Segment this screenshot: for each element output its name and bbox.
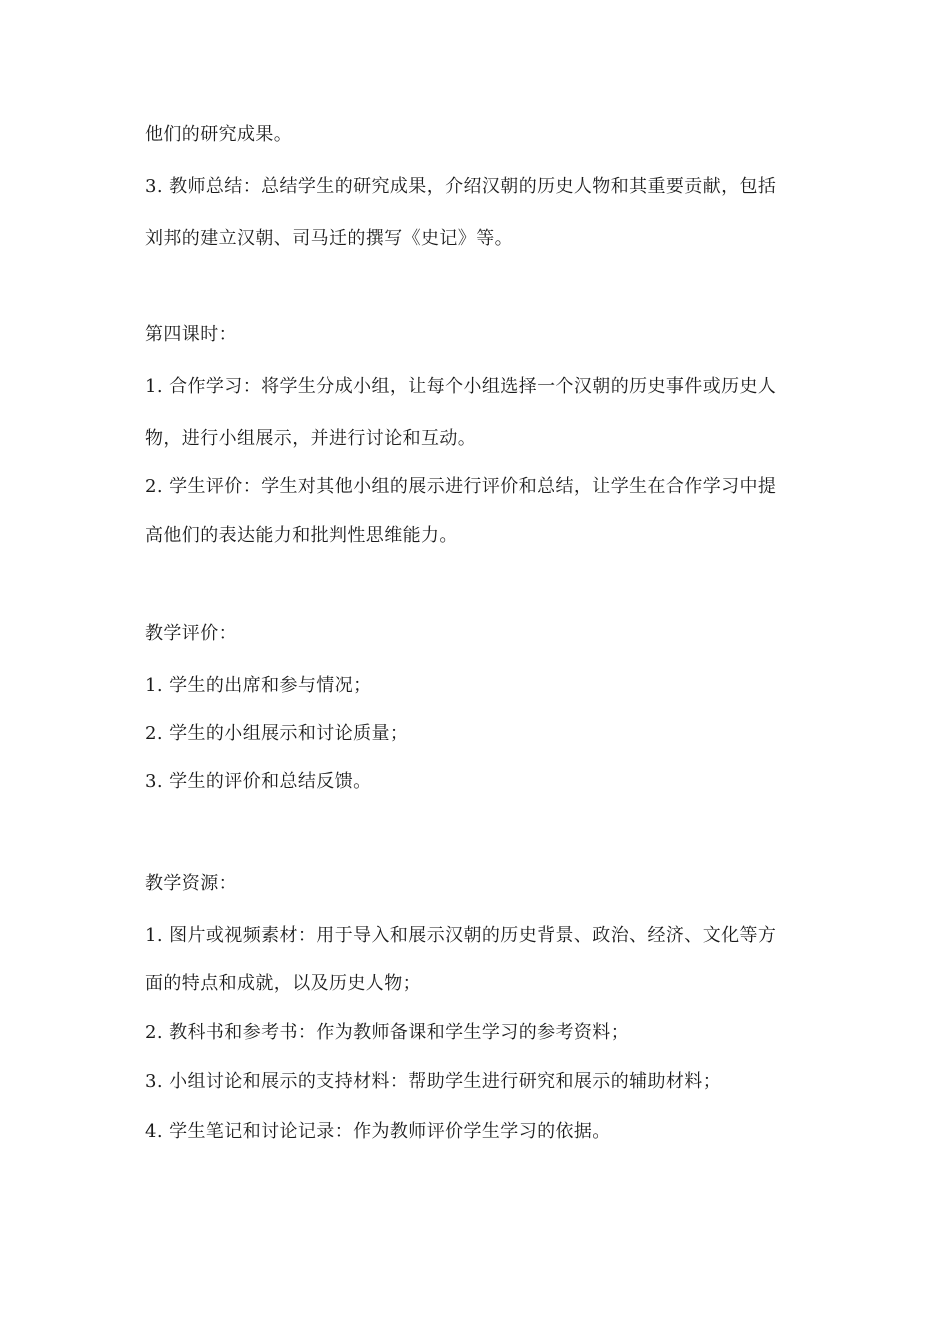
text-line-resource-3: 3. 小组讨论和展示的支持材料：帮助学生进行研究和展示的辅助材料； (145, 1071, 722, 1092)
text-line-eval-3: 3. 学生的评价和总结反馈。 (145, 771, 372, 792)
text-line-item-2: 2. 学生评价：学生对其他小组的展示进行评价和总结，让学生在合作学习中提 (145, 476, 777, 497)
text-line-item-3: 3. 教师总结：总结学生的研究成果，介绍汉朝的历史人物和其重要贡献，包括 (145, 176, 777, 197)
text-line-resource-1-cont: 面的特点和成就，以及历史人物； (145, 973, 421, 994)
text-line-item-2-cont: 高他们的表达能力和批判性思维能力。 (145, 525, 458, 546)
text-line-continuation: 他们的研究成果。 (145, 124, 293, 145)
section-heading-resources: 教学资源： (145, 873, 237, 894)
text-line-item-3-cont: 刘邦的建立汉朝、司马迁的撰写《史记》等。 (145, 228, 513, 249)
text-line-eval-1: 1. 学生的出席和参与情况； (145, 675, 372, 696)
text-line-item-1: 1. 合作学习：将学生分成小组，让每个小组选择一个汉朝的历史事件或历史人 (145, 376, 777, 397)
text-line-resource-4: 4. 学生笔记和讨论记录：作为教师评价学生学习的依据。 (145, 1121, 611, 1142)
text-line-resource-1: 1. 图片或视频素材：用于导入和展示汉朝的历史背景、政治、经济、文化等方 (145, 925, 777, 946)
section-heading-evaluation: 教学评价： (145, 623, 237, 644)
text-line-eval-2: 2. 学生的小组展示和讨论质量； (145, 723, 409, 744)
section-heading-lesson-4: 第四课时： (145, 324, 237, 345)
text-line-resource-2: 2. 教科书和参考书：作为教师备课和学生学习的参考资料； (145, 1022, 630, 1043)
text-line-item-1-cont: 物，进行小组展示，并进行讨论和互动。 (145, 428, 477, 449)
